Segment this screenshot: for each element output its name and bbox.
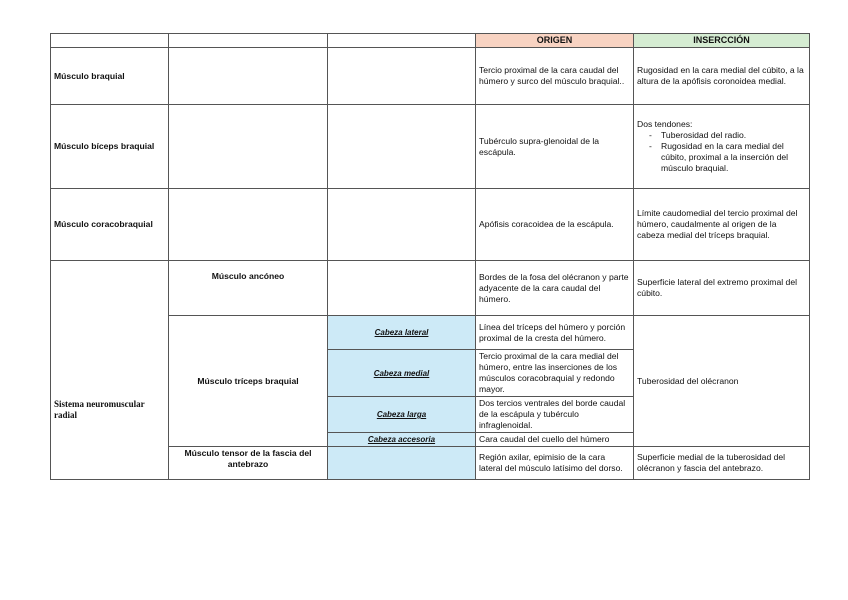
empty-cell — [328, 189, 476, 261]
insercion-cell: Superficie lateral del extremo proximal del cúbito. — [634, 261, 810, 316]
empty-cell — [328, 105, 476, 189]
table-row — [51, 105, 810, 189]
origen-cell: Tercio proximal de la cara medial del húmero, entre las inserciones de los músculos coracobraquial y redondo mayor. — [476, 350, 634, 397]
muscle-name: Músculo tríceps braquial — [169, 316, 328, 447]
header-empty-cell — [169, 34, 328, 48]
table-row — [51, 48, 810, 105]
header-origen: ORIGEN — [476, 34, 634, 48]
head-name: Cabeza medial — [328, 350, 476, 397]
head-name: Cabeza accesoria — [328, 433, 476, 447]
empty-cell — [169, 48, 328, 105]
head-name: Cabeza lateral — [328, 316, 476, 350]
insercion-cell: Rugosidad en la cara medial del cúbito, a la altura de la apófisis coronoidea medial. — [634, 48, 810, 105]
muscle-name: Músculo bíceps braquial — [51, 105, 169, 189]
tendon-list — [637, 130, 806, 174]
origen-cell: Tubérculo supra-glenoidal de la escápula. — [476, 105, 634, 189]
origen-cell: Línea del tríceps del húmero y porción proximal de la cresta del húmero. — [476, 316, 634, 350]
muscle-name: Músculo braquial — [51, 48, 169, 105]
table-row — [51, 189, 810, 261]
empty-cell — [328, 48, 476, 105]
origen-cell: Bordes de la fosa del olécranon y parte adyacente de la cara caudal del húmero. — [476, 261, 634, 316]
origen-cell: Cara caudal del cuello del húmero — [476, 433, 634, 447]
empty-cell — [328, 447, 476, 480]
list-item: - Tuberosidad del radio. — [661, 130, 806, 141]
empty-cell — [169, 189, 328, 261]
empty-cell — [169, 105, 328, 189]
header-empty-cell — [328, 34, 476, 48]
muscle-name: Músculo ancóneo — [169, 261, 328, 316]
header-row — [51, 34, 810, 48]
origen-cell: Tercio proximal de la cara caudal del húmero y surco del músculo braquial.. — [476, 48, 634, 105]
insercion-cell: Tuberosidad del olécranon — [634, 316, 810, 447]
origen-cell: Región axilar, epimisio de la cara lateral del músculo latísimo del dorso. — [476, 447, 634, 480]
list-item: - Rugosidad en la cara medial del cúbito, proximal a la inserción del músculo braquial. — [661, 141, 806, 174]
head-name: Cabeza larga — [328, 397, 476, 433]
insercion-title: Dos tendones: — [637, 119, 693, 129]
muscle-name: Músculo tensor de la fascia del antebrazo — [169, 447, 328, 480]
origen-cell: Dos tercios ventrales del borde caudal de la escápula y tubérculo infraglenoidal. — [476, 397, 634, 433]
header-insercion: INSERCCIÓN — [634, 34, 810, 48]
empty-cell — [328, 261, 476, 316]
header-empty-cell — [51, 34, 169, 48]
system-name: Sistema neuromuscular radial — [51, 261, 169, 480]
insercion-cell: Límite caudomedial del tercio proximal del húmero, caudalmente al origen de la cabeza medial del tríceps braquial. — [634, 189, 810, 261]
origen-cell: Apófisis coracoidea de la escápula. — [476, 189, 634, 261]
muscle-name: Músculo coracobraquial — [51, 189, 169, 261]
insercion-cell — [634, 105, 810, 189]
table-row — [51, 261, 810, 316]
insercion-cell: Superficie medial de la tuberosidad del olécranon y fascia del antebrazo. — [634, 447, 810, 480]
muscle-table — [50, 33, 810, 480]
